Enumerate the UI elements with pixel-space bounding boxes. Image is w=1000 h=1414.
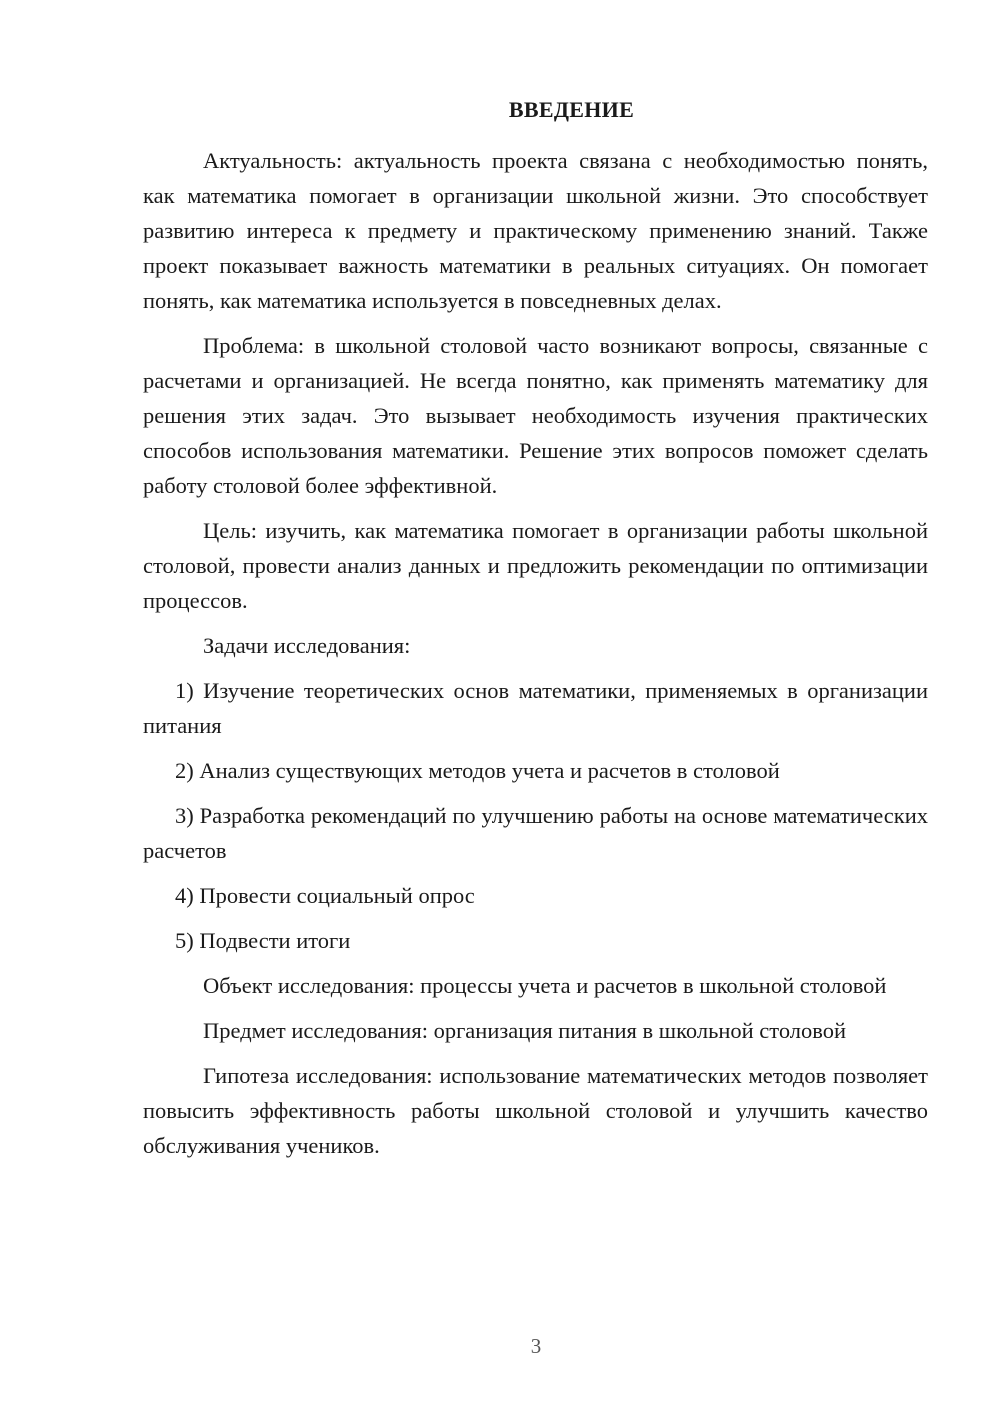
task-item-4: 4) Провести социальный опрос (175, 883, 475, 908)
task-item-1: 1) Изучение теоретических основ математики, применяемых в организации питания (143, 678, 928, 738)
section-title: ВВЕДЕНИЕ (508, 97, 635, 122)
object-paragraph: Объект исследования: процессы учета и расчетов в школьной столовой (203, 973, 887, 998)
relevance-paragraph: Актуальность: актуальность проекта связана с необходимостью понять, как математика помогает в организации школьной жизни. Это способствует развитию интереса к предмету и практическому применению знаний. Также проект показывает важность математики в реальных ситуациях. Он помогает понять, как математика используется в повседневных делах. (143, 148, 928, 313)
goal-paragraph: Цель: изучить, как математика помогает в организации работы школьной столовой, провести анализ данных и предложить рекомендации по оптимизации процессов. (143, 518, 928, 613)
task-item-3: 3) Разработка рекомендаций по улучшению работы на основе математических расчетов (143, 803, 928, 863)
tasks-heading: Задачи исследования: (203, 633, 411, 658)
task-item-2: 2) Анализ существующих методов учета и расчетов в столовой (175, 758, 780, 783)
page-number: 3 (530, 1334, 542, 1358)
subject-paragraph: Предмет исследования: организация питания в школьной столовой (203, 1018, 847, 1043)
page-content (143, 92, 928, 1173)
task-item-5: 5) Подвести итоги (175, 928, 351, 953)
hypothesis-paragraph: Гипотеза исследования: использование математических методов позволяет повысить эффективность работы школьной столовой и улучшить качество обслуживания учеников. (143, 1063, 928, 1158)
problem-paragraph: Проблема: в школьной столовой часто возникают вопросы, связанные с расчетами и организацией. Не всегда понятно, как применять математику для решения этих задач. Это вызывает необходимость изучения практических способов использования математики. Решение этих вопросов поможет сделать работу столовой более эффективной. (143, 333, 928, 498)
